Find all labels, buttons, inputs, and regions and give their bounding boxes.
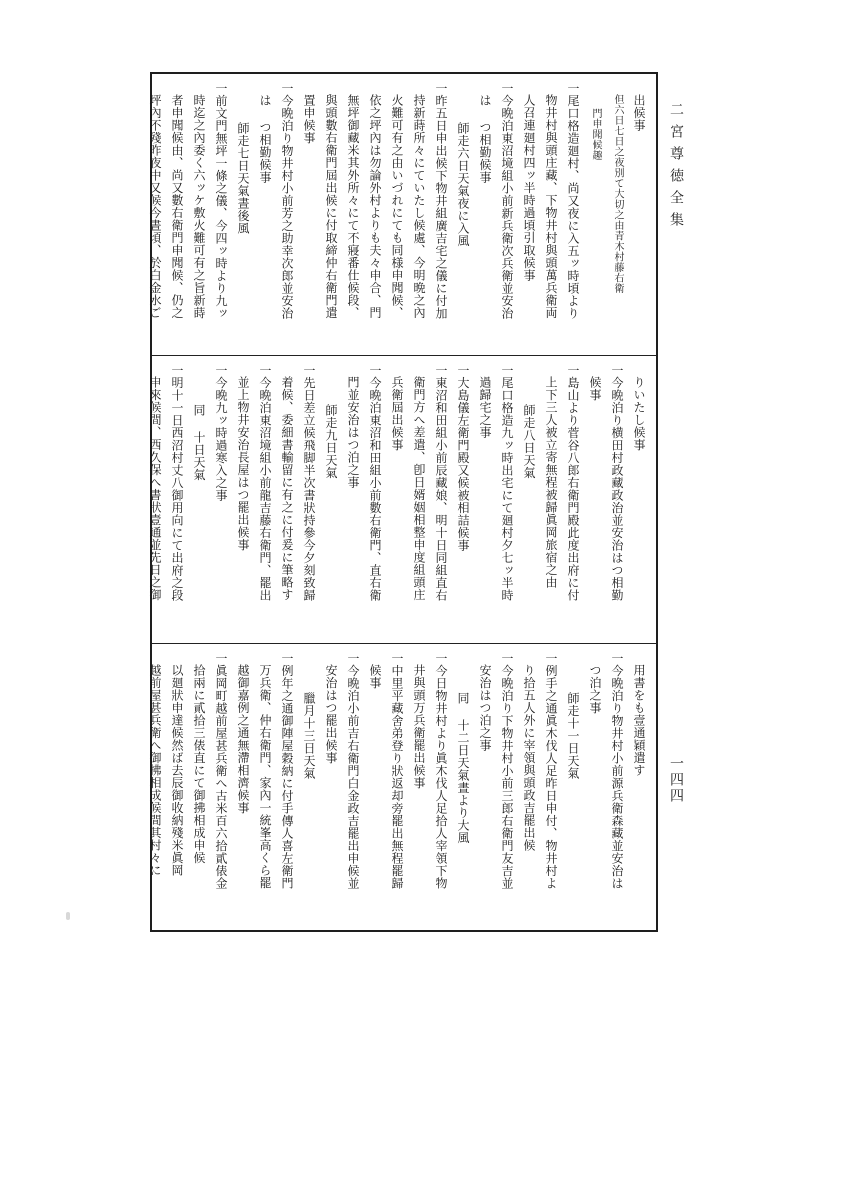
text-column: 者申聞候由、尚又數右衛門申聞候、仍之 <box>170 94 184 319</box>
text-column: 一大島儀左衛門殿又候被相詰候事 <box>456 364 470 552</box>
text-column: 門申聞候趣 <box>590 108 601 161</box>
page-number: 一四四 <box>668 756 684 804</box>
text-column: 一中里平藏舍弟登り狀返却旁罷出無程罷歸 <box>390 652 404 890</box>
text-column: は つ相勤候事 <box>258 94 272 184</box>
text-column: 一今晩泊り物井村小前芳之助幸次郎並安治 <box>280 82 294 320</box>
text-column: 拾兩に貳拾三俵直にて御拂相成申候 <box>192 664 206 864</box>
text-column: 與頭數右衛門屆出候に付取締仲右衛門遣 <box>324 94 338 319</box>
section-divider <box>152 643 656 644</box>
text-column: 師走九日天氣 <box>324 404 338 479</box>
text-column: 物井村與頭庄藏、下物井村與頭萬兵衛両 <box>544 94 558 319</box>
text-column: 同 十日天氣 <box>192 404 206 481</box>
text-column: 依之坪內は勿論外村よりも夫々申合、門 <box>368 94 382 319</box>
text-column: 門並安治はつ泊之事 <box>346 376 360 489</box>
text-column: りいたし候事 <box>632 376 646 451</box>
text-column: 一例手之通眞木伐人足昨日申付、物井村よ <box>544 652 558 890</box>
text-column: 安治はつ罷出候事 <box>324 664 338 764</box>
section-divider <box>152 355 656 356</box>
text-column: 出候事 <box>632 94 646 132</box>
text-column: 並上物井安治長屋はつ罷出候事 <box>236 376 250 551</box>
text-column: 一明十一日西沼村丈八御用向にて出府之段 <box>170 364 184 602</box>
text-column: 師走十一日天氣 <box>566 692 580 780</box>
text-column: 一今日物井村より眞木伐人足拾人宰領下物 <box>434 652 448 890</box>
text-column: 一昨五日申出候下物井組廣吉宅之儀に付加 <box>434 82 448 320</box>
text-column: 一眞岡町越前屋甚兵衛へ古米百六拾貳俵金 <box>214 652 228 890</box>
text-column: 井與頭万兵衛罷出候事 <box>412 664 426 789</box>
text-column: 用書をも壹通穎遣す <box>632 664 646 777</box>
text-column: 持新蒔所々にていたし候處、今明晩之內 <box>412 94 426 319</box>
text-column: 一尾口格造廻村、尚又夜に入五ッ時頃より <box>566 82 580 320</box>
text-column: 師走六日天氣夜に入風 <box>456 122 470 247</box>
text-column: 一今晩泊東沼和田組小前數右衛門、直右衛 <box>368 364 382 602</box>
text-column: 越前屋甚兵衛へ御拂相成候間其村々に <box>148 664 162 877</box>
text-column: つ泊之事 <box>588 664 602 714</box>
text-column: 万兵衛、仲右衛門、家內一統峯高くら罷 <box>258 664 272 889</box>
text-column: 一今晩泊り物井村小前源兵衛森藏並安治は <box>610 652 624 890</box>
text-column: 一今晩九ッ時過寒入之事 <box>214 364 228 502</box>
text-column: 一東沼和田組小前辰藏娘、明十日同組直右 <box>434 364 448 602</box>
text-column: 安治はつ泊之事 <box>478 664 492 752</box>
page-frame <box>150 72 658 932</box>
text-column: 着候、委細書輸留に有之に付爰に筆略す <box>280 376 294 601</box>
text-column: 同 十二日天氣晝より大風 <box>456 692 470 844</box>
text-column: 時迄之內委く六ッケ敷火難可有之旨新蒔 <box>192 94 206 319</box>
text-column: 但六日七日之夜別て大切之由青木村藤右衛 <box>612 94 623 294</box>
text-column: 一今晩泊東沼境組小前龍吉藤右衛門、罷出 <box>258 364 272 602</box>
text-column: 一今晩泊り横田村政藏政治並安治はつ相勤 <box>610 364 624 602</box>
text-column: 衛門方へ差遣、卽日婿姻相整申度組頭庄 <box>412 376 426 601</box>
text-column: 置申候事 <box>302 94 316 144</box>
text-column: 師走八日天氣 <box>522 404 536 479</box>
text-column: 兵衛屆出候事 <box>390 376 404 451</box>
running-head: 二宮尊徳全集 <box>668 102 684 234</box>
text-column: 一先日差立候飛脚半次書狀持參今夕刻致歸 <box>302 364 316 602</box>
text-column: 人召連廻村四ッ半時過頃引取候事 <box>522 94 536 282</box>
text-column: り拾五人外に宰領與頭政吉罷出候 <box>522 664 536 852</box>
text-column: 一前文門無坪一條之儀、今四ッ時より九ッ <box>214 82 228 320</box>
text-column: 申來候間、西久保へ書狀壹通並先日之御 <box>148 376 162 601</box>
text-column: 以廻狀申達候然ば去辰御收納殘米眞岡 <box>170 664 184 877</box>
text-column: 一今晩泊り下物井村小前三郎右衛門友吉並 <box>500 652 514 890</box>
text-column: 一例年之通御陣屋穀納に付手傳人喜左衛門 <box>280 652 294 890</box>
text-column: 一島山より菅谷八郎右衛門殿此度出府に付 <box>566 364 580 602</box>
text-column: 火難可有之由いづれにても同様申聞候、 <box>390 94 404 319</box>
middle-section <box>148 364 650 636</box>
text-column: 候事 <box>368 664 382 689</box>
text-column: 臘月十三日天氣 <box>302 692 316 780</box>
text-column: は つ相勤候事 <box>478 94 492 184</box>
text-column: 師走七日天氣晝後風 <box>236 122 250 235</box>
text-column: 坪內不殘昨夜中又候今晝頃、於白金水ご <box>148 94 162 319</box>
upper-section <box>148 82 650 350</box>
text-column: 上下三人被立寄無程被歸眞岡旅宿之由 <box>544 376 558 589</box>
scan-speck <box>66 912 70 920</box>
text-column: 無坪御藏米其外所々にて不寢番仕候段、 <box>346 94 360 319</box>
text-column: 越御嘉例之通無滯相濟候事 <box>236 664 250 814</box>
text-column: 一尾口格造九ッ時出宅にて廻村夕七ッ半時 <box>500 364 514 602</box>
lower-section <box>148 652 650 928</box>
text-column: 一今晩泊小前吉右衛門白金政吉罷出申候並 <box>346 652 360 890</box>
text-column: 一今晩泊東沼境組小前新兵衛次兵衛並安治 <box>500 82 514 320</box>
text-column: 候事 <box>588 376 602 401</box>
text-column: 過歸宅之事 <box>478 376 492 439</box>
